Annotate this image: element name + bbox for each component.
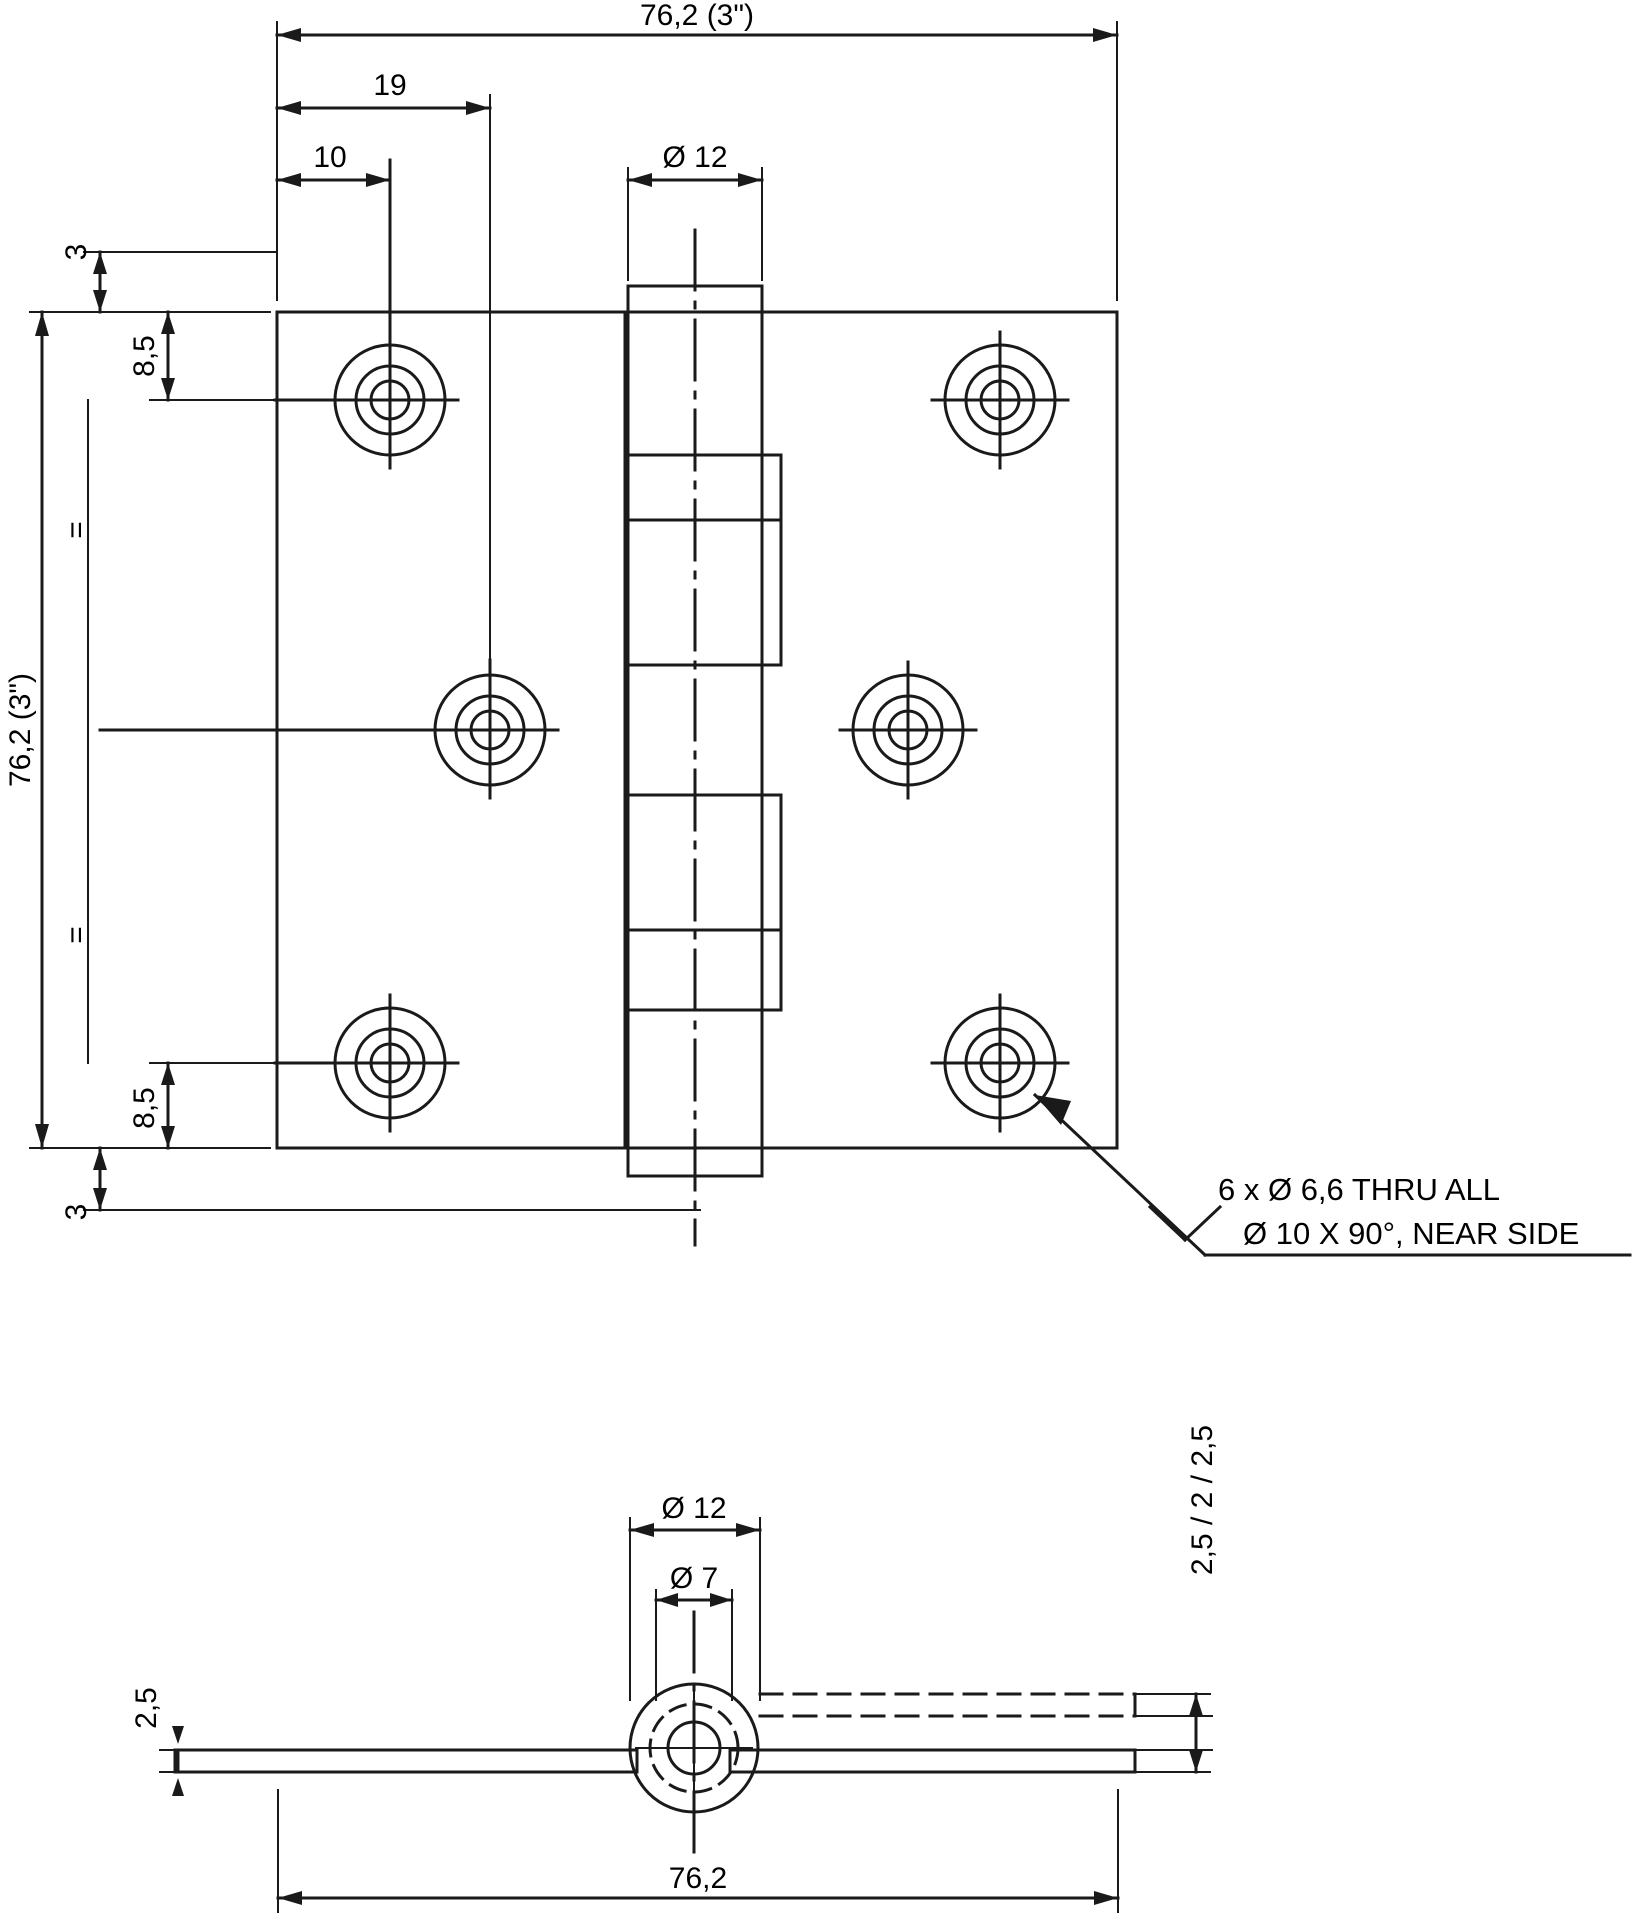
label-side-pin-bore: Ø 7	[669, 1562, 719, 1595]
side-right-leaf-hidden	[760, 1694, 1135, 1716]
screw-hole	[322, 332, 458, 468]
label-hole-note-line2: Ø 10 X 90°, NEAR SIDE	[1243, 1216, 1580, 1251]
screw-hole	[322, 995, 458, 1131]
hole-centerlines	[100, 160, 490, 1063]
label-edge-offset-bottom: 3	[60, 1203, 93, 1221]
label-overall-height: 76,2 (3")	[4, 672, 37, 788]
label-edge-offset-top: 3	[60, 243, 93, 261]
label-hole-offset-bottom: 8,5	[128, 1087, 161, 1129]
label-hole-x-inner: 10	[313, 141, 347, 174]
label-equal-mark-upper: =	[60, 521, 93, 539]
side-right-leaf	[730, 1750, 1135, 1772]
dim-hole-offset-top	[150, 312, 330, 400]
label-side-overall-width: 76,2	[668, 1862, 728, 1895]
label-side-knuckle-outer: Ø 12	[661, 1492, 727, 1525]
label-overall-width: 76,2 (3")	[639, 0, 755, 32]
label-hole-note-line1: 6 x Ø 6,6 THRU ALL	[1218, 1172, 1500, 1207]
label-side-leaf-thickness: 2,5	[130, 1687, 163, 1729]
dim-hole-offset-bottom	[150, 1063, 330, 1148]
dim-side-stack-thickness	[1180, 1694, 1212, 1772]
dim-hole-x-outer	[277, 95, 490, 690]
dim-edge-offset-bottom	[84, 1148, 700, 1210]
label-equal-mark-lower: =	[60, 926, 93, 944]
dim-edge-offset-top	[84, 252, 275, 312]
side-left-leaf	[175, 1750, 637, 1772]
label-hole-x-outer: 19	[373, 69, 407, 102]
screw-hole	[932, 332, 1068, 468]
label-side-stack-thickness: 2,5 / 2 / 2,5	[1186, 1424, 1219, 1576]
screw-hole	[932, 995, 1068, 1131]
screw-hole	[840, 662, 976, 798]
knuckle-segments	[628, 455, 781, 1010]
label-hole-offset-top: 8,5	[128, 335, 161, 377]
dim-hole-x-inner	[277, 173, 390, 187]
label-knuckle-diameter: Ø 12	[662, 141, 728, 174]
